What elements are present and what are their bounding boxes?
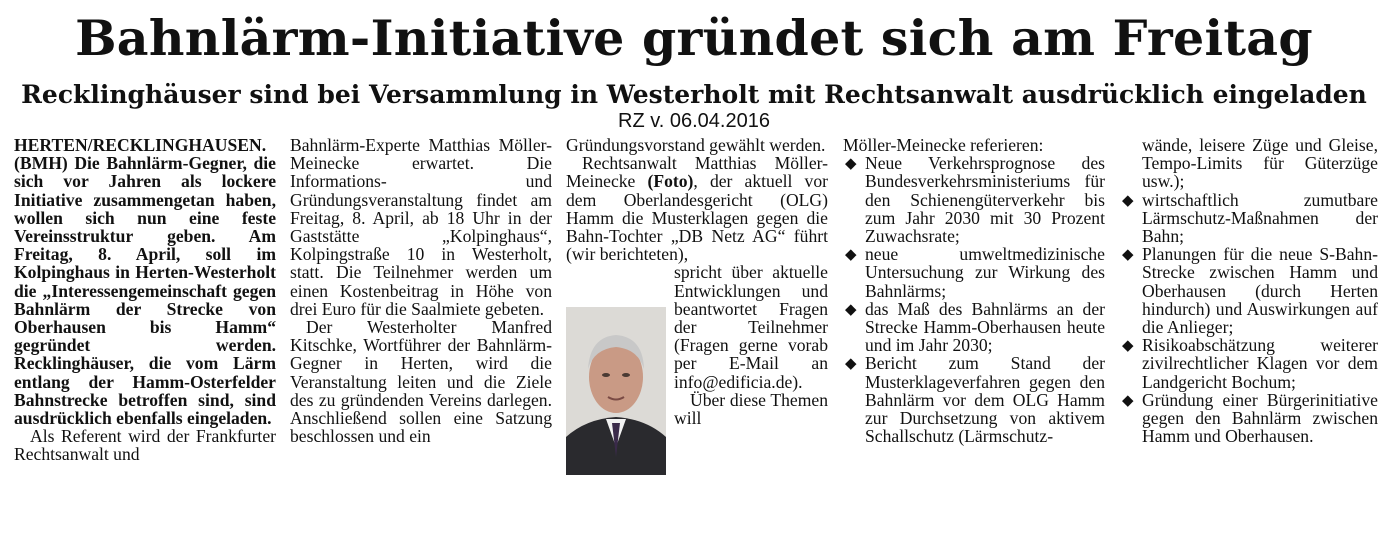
topic-list-continued — [1120, 191, 1378, 446]
portrait-photo — [566, 307, 666, 475]
portrait-icon — [566, 307, 666, 475]
diamond-bullet-icon: ◆ — [845, 354, 857, 373]
topic-item: ◆ wirtschaftlich zumutbare Lärmschutz-Maßnahmen der Bahn; — [1122, 189, 1378, 247]
diamond-bullet-icon: ◆ — [1122, 245, 1134, 264]
paragraph-1: Als Referent wird der Frankfurter Rechtsanwalt und — [14, 427, 276, 464]
column-2 — [290, 136, 552, 445]
topic-item: ◆ Bericht zum Stand der Musterklageverfahren gegen den Bahnlärm vor dem OLG Hamm zur Durchsetzung von aktivem Schallschutz (Lärmschutz- — [845, 353, 1105, 447]
paragraph-3-text-a: , der aktuell vor dem Oberlandesgericht (OLG) Hamm die Musterklagen gegen die Bahn-Tochter „DB Netz AG“ führt (wir berichteten), — [566, 171, 828, 265]
diamond-bullet-icon: ◆ — [1122, 336, 1134, 355]
paragraph-1-continued: Bahnlärm-Experte Matthias Möller-Meinecke erwartet. Die Informations- und Gründungsveranstaltung findet am Freitag, 8. April, ab 18 Uhr in der Gaststätte „Kolpinghaus“, Kolpingstraße 10 in Westerholt, statt. Die Teilnehmer werden um einen Kostenbeitrag in Höhe von drei Euro für die Saalmiete gebeten. — [290, 135, 552, 319]
paragraph-4-start: Über diese Themen will — [674, 389, 828, 429]
column-4 — [843, 136, 1105, 445]
topic-item: ◆ neue umweltmedizinische Untersuchung zur Wirkung des Bahnlärms; — [845, 244, 1105, 301]
paragraph-4: Möller-Meinecke referieren: — [843, 135, 1044, 155]
paragraph-2-continued: Gründungsvorstand gewählt werden. — [566, 135, 826, 155]
column-5 — [1120, 136, 1378, 445]
photo-caption-name: Rechtsanwalt Matthias Möller-Meinecke — [566, 153, 828, 192]
diamond-bullet-icon: ◆ — [1122, 390, 1134, 409]
lead-text: (BMH) Die Bahnlärm-Gegner, die sich vor Jahren als lockere Initiative zusammengetan haben, wollen sich nun eine feste Vereinsstruktur geben. Am Freitag, 8. April, soll im Kolpinghaus in Herten-Westerholt die „Interessengemeinschaft gegen Bahnlärm der Strecke von Oberhausen bis Hamm“ gegründet werden. Recklinghäuser, die vom Lärm entlang der Hamm-Osterfelder Bahnstrecke betroffen sind, sind ausdrücklich ebenfalls eingeladen. — [14, 153, 276, 429]
diamond-bullet-icon: ◆ — [845, 154, 857, 173]
topic-item: ◆ Risikoabschätzung weiterer zivilrechtlicher Klagen vor dem Landgericht Bochum; — [1122, 335, 1378, 392]
subheadline: Recklinghäuser sind bei Versammlung in Westerholt mit Rechtsanwalt ausdrücklich eingeladen — [21, 80, 1367, 109]
column-3 — [566, 136, 828, 477]
column-1 — [14, 136, 276, 463]
lead-paragraph — [14, 136, 276, 427]
photo-reference: (Foto) — [647, 171, 694, 192]
topic-item: ◆ das Maß des Bahnlärms an der Strecke Hamm-Oberhausen heute und im Jahr 2030; — [845, 298, 1105, 356]
diamond-bullet-icon: ◆ — [1122, 190, 1134, 209]
diamond-bullet-icon: ◆ — [845, 299, 857, 318]
topic-item: ◆ Gründung einer Bürgerinitiative gegen den Bahnlärm zwischen Hamm und Oberhausen. — [1122, 389, 1378, 447]
topic-list — [843, 154, 1105, 445]
source-line: RZ v. 06.04.2016 — [618, 110, 770, 132]
paragraph-3-continued: spricht über aktuelle Entwicklungen und beantwortet Fragen der Teilnehmer (Fragen gerne vorab per E-Mail an info@edificia.de). — [674, 262, 828, 392]
paragraph-3 — [566, 154, 828, 263]
topic-item: ◆ Planungen für die neue S-Bahn-Strecke zwischen Hamm und Oberhausen (durch Herten hindurch) und Auswirkungen auf die Anlieger; — [1122, 244, 1378, 338]
topic-item: ◆ Neue Verkehrsprognose des Bundesverkehrsministeriums für den Schienengüterverkehr bis zum Jahr 2030 mit 30 Prozent Zuwachsrate; — [845, 153, 1105, 247]
diamond-bullet-icon: ◆ — [845, 245, 857, 264]
paragraph-2: Der Westerholter Manfred Kitschke, Wortführer der Bahnlärm-Gegner in Herten, wird die Veranstaltung leiten und die Ziele des zu gründenden Vereins darlegen. Anschließend sollen eine Satzung beschlossen und ein — [290, 317, 552, 447]
headline: Bahnlärm-Initiative gründet sich am Freitag — [75, 9, 1313, 67]
dateline: HERTEN/RECKLINGHAUSEN. — [14, 135, 267, 155]
topic-item-continued: wände, leisere Züge und Gleise, Tempo-Limits für Güterzüge usw.); — [1142, 135, 1378, 192]
